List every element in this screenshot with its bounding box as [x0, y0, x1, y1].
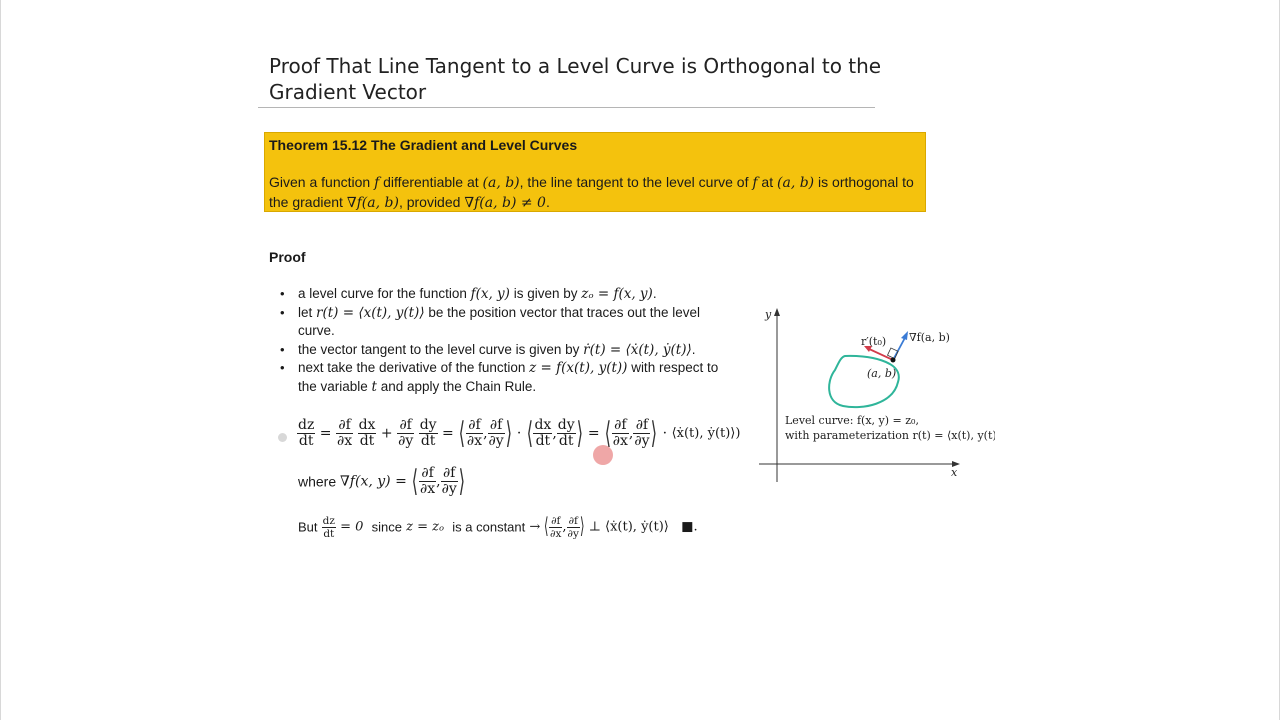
den: dt: [558, 433, 574, 449]
math-expression: r(t) = ⟨x(t), y(t)⟩: [316, 304, 425, 321]
frac-dy-dt: [557, 418, 576, 449]
frac-dz-dt: [297, 418, 315, 449]
proof-step: [280, 304, 740, 341]
text-run: , provided: [398, 193, 465, 210]
den: dt: [323, 527, 335, 540]
x-axis-label: x: [951, 466, 958, 479]
frac-df-dy: [488, 418, 505, 449]
text-run: .: [652, 286, 657, 301]
right-angle: ⟩: [651, 415, 658, 451]
text-run: is orthogonal to the gradient: [269, 174, 914, 210]
chain-rule-equation: [297, 415, 741, 451]
left-angle: ⟨: [411, 463, 419, 499]
gradient-definition: [298, 463, 465, 499]
page-title: Proof That Line Tangent to a Level Curve is Orthogonal to the Gradient Vector: [269, 54, 882, 104]
level-curve: [829, 356, 899, 407]
num: dz: [322, 514, 335, 527]
math-expression: ṙ(t) = ⟨ẋ(t), ẏ(t)⟩: [583, 341, 692, 358]
num: dy: [557, 417, 575, 433]
den: ∂y: [488, 433, 504, 449]
text-run: next take the derivative of the function: [298, 360, 530, 375]
comma: ,: [562, 519, 567, 535]
den: ∂x: [466, 433, 483, 449]
point-ab: [891, 358, 896, 363]
velocity-vector: ⟨ẋ(t), ẏ(t)⟩: [605, 519, 669, 535]
frac-df-dy: [633, 418, 650, 449]
right-angle: ⟩: [579, 514, 585, 539]
den: ∂y: [634, 433, 650, 449]
y-axis-label: y: [765, 308, 772, 321]
den: dt: [359, 433, 375, 449]
frac-dz-dt-small: [322, 515, 336, 540]
num: ∂f: [488, 418, 505, 434]
figure-svg: [755, 300, 995, 485]
theorem-box: [264, 132, 926, 212]
caption-line-2: with parameterization r(t) = ⟨x(t), y(t)⟩: [785, 429, 995, 442]
tangent-label: r′(t₀): [861, 335, 887, 348]
num: dx: [358, 417, 376, 433]
den: ∂y: [567, 527, 579, 540]
text-run: let: [298, 304, 317, 320]
frac-df-dx: [466, 418, 483, 449]
num: ∂f: [549, 515, 562, 528]
frac-dx-dt: [533, 418, 552, 449]
den: ∂x: [612, 433, 628, 449]
den: ∂y: [441, 481, 457, 497]
left-angle: ⟨: [526, 415, 533, 451]
math-expression: (a, b): [777, 175, 815, 191]
perp-symbol: ⊥: [588, 519, 601, 535]
title-divider: [258, 107, 875, 108]
dot: ·: [662, 425, 668, 442]
math-expression: ∇f(a, b): [346, 194, 399, 211]
math-expression: (a, b): [482, 175, 520, 191]
proof-step: [280, 285, 740, 304]
num: ∂f: [397, 418, 414, 434]
theorem-body: [269, 173, 919, 212]
num: ∂f: [633, 418, 650, 434]
text-run: .: [545, 193, 550, 210]
comma: ,: [483, 425, 488, 442]
frac-df-dx-small: [549, 515, 562, 540]
math-expression: ∇f(a, b) ≠ 0: [464, 194, 546, 211]
gradient-label: ∇f(a, b): [909, 331, 950, 344]
y-axis-arrow: [774, 308, 780, 316]
left-angle: ⟨: [458, 415, 466, 451]
right-angle: ⟩: [505, 415, 512, 451]
right-angle: ⟩: [458, 463, 465, 499]
text-run: at: [757, 174, 778, 190]
proof-step: [280, 359, 740, 396]
text-run: is given by: [509, 286, 582, 301]
math-expression: z = f(x(t), y(t)): [529, 360, 628, 376]
num: dz: [298, 417, 315, 433]
level-curve-figure: [755, 300, 995, 485]
text-run: , the line tangent to the level curve of: [519, 174, 753, 190]
math-expression: f: [374, 175, 380, 191]
caption-line-1: Level curve: f(x, y) = z₀,: [785, 414, 919, 427]
frac-dx-dt: [358, 418, 377, 449]
gradient-lhs: ∇f(x, y) =: [340, 473, 407, 490]
den: ∂x: [336, 433, 353, 449]
but-label: But: [298, 519, 318, 535]
equals-zero: = 0: [340, 519, 364, 535]
den: ∂y: [398, 433, 414, 449]
comma: ,: [552, 425, 557, 442]
frac-df-dx: [336, 418, 353, 449]
den: ∂x: [550, 527, 562, 540]
frac-df-dy: [441, 466, 458, 497]
gradient-arrowhead: [901, 331, 908, 340]
text-run: Given a function: [269, 174, 375, 190]
frac-df-dx: [419, 466, 436, 497]
math-expression: f(x, y): [470, 286, 510, 302]
text-run: differentiable at: [379, 174, 483, 190]
frac-df-dx: [612, 418, 629, 449]
proof-step: [280, 341, 740, 360]
math-expression: f: [752, 175, 758, 191]
comma: ,: [436, 473, 441, 490]
since-label: since: [371, 519, 402, 535]
num: dy: [419, 417, 437, 433]
plus: +: [380, 425, 393, 442]
text-run: be the position vector that traces out the level curve.: [298, 304, 701, 338]
frac-df-dy-small: [567, 515, 580, 540]
point-label: (a, b): [867, 367, 897, 380]
den: dt: [420, 433, 436, 449]
text-run: and apply the Chain Rule.: [376, 378, 537, 394]
num: ∂f: [466, 418, 483, 434]
theorem-heading: Theorem 15.12 The Gradient and Level Curves: [269, 137, 578, 153]
arrow: →: [529, 519, 541, 535]
proof-steps: [280, 285, 740, 396]
math-expression: zₒ = f(x, y): [581, 286, 653, 302]
num: ∂f: [336, 418, 353, 434]
proof-heading: Proof: [269, 249, 306, 265]
equals: =: [319, 425, 332, 442]
since-equation: z = zₒ: [406, 519, 444, 535]
frac-dy-dt: [419, 418, 438, 449]
num: ∂f: [567, 515, 580, 528]
where-label: where: [298, 473, 341, 490]
num: ∂f: [441, 466, 458, 482]
text-run: a level curve for the function: [298, 286, 471, 301]
num: dx: [534, 417, 552, 433]
qed-symbol: ■.: [681, 519, 698, 535]
den: dt: [298, 433, 314, 449]
dot: ·: [516, 425, 522, 442]
slide-marker: [278, 433, 287, 442]
pointer-highlight: [593, 445, 613, 465]
right-angle: ⟩: [576, 415, 583, 451]
num: ∂f: [419, 466, 436, 482]
left-angle: ⟨: [604, 415, 612, 451]
text-run: .: [691, 341, 696, 357]
left-border: [0, 0, 1, 720]
num: ∂f: [612, 418, 629, 434]
den: ∂x: [419, 481, 436, 497]
frac-df-dy: [397, 418, 414, 449]
equals: =: [587, 425, 600, 442]
comma: ,: [628, 425, 634, 442]
math-expression: t: [371, 378, 377, 395]
equals: =: [442, 425, 454, 442]
velocity-vector: ⟨ẋ(t), ẏ(t)⟩): [671, 426, 741, 441]
text-run: the vector tangent to the level curve is given by: [298, 341, 584, 357]
conclusion-line: [298, 512, 698, 542]
text-run: with respect to the variable: [298, 360, 719, 394]
constant-label: is a constant: [452, 519, 526, 535]
left-angle: ⟨: [544, 514, 550, 539]
den: dt: [535, 433, 551, 449]
